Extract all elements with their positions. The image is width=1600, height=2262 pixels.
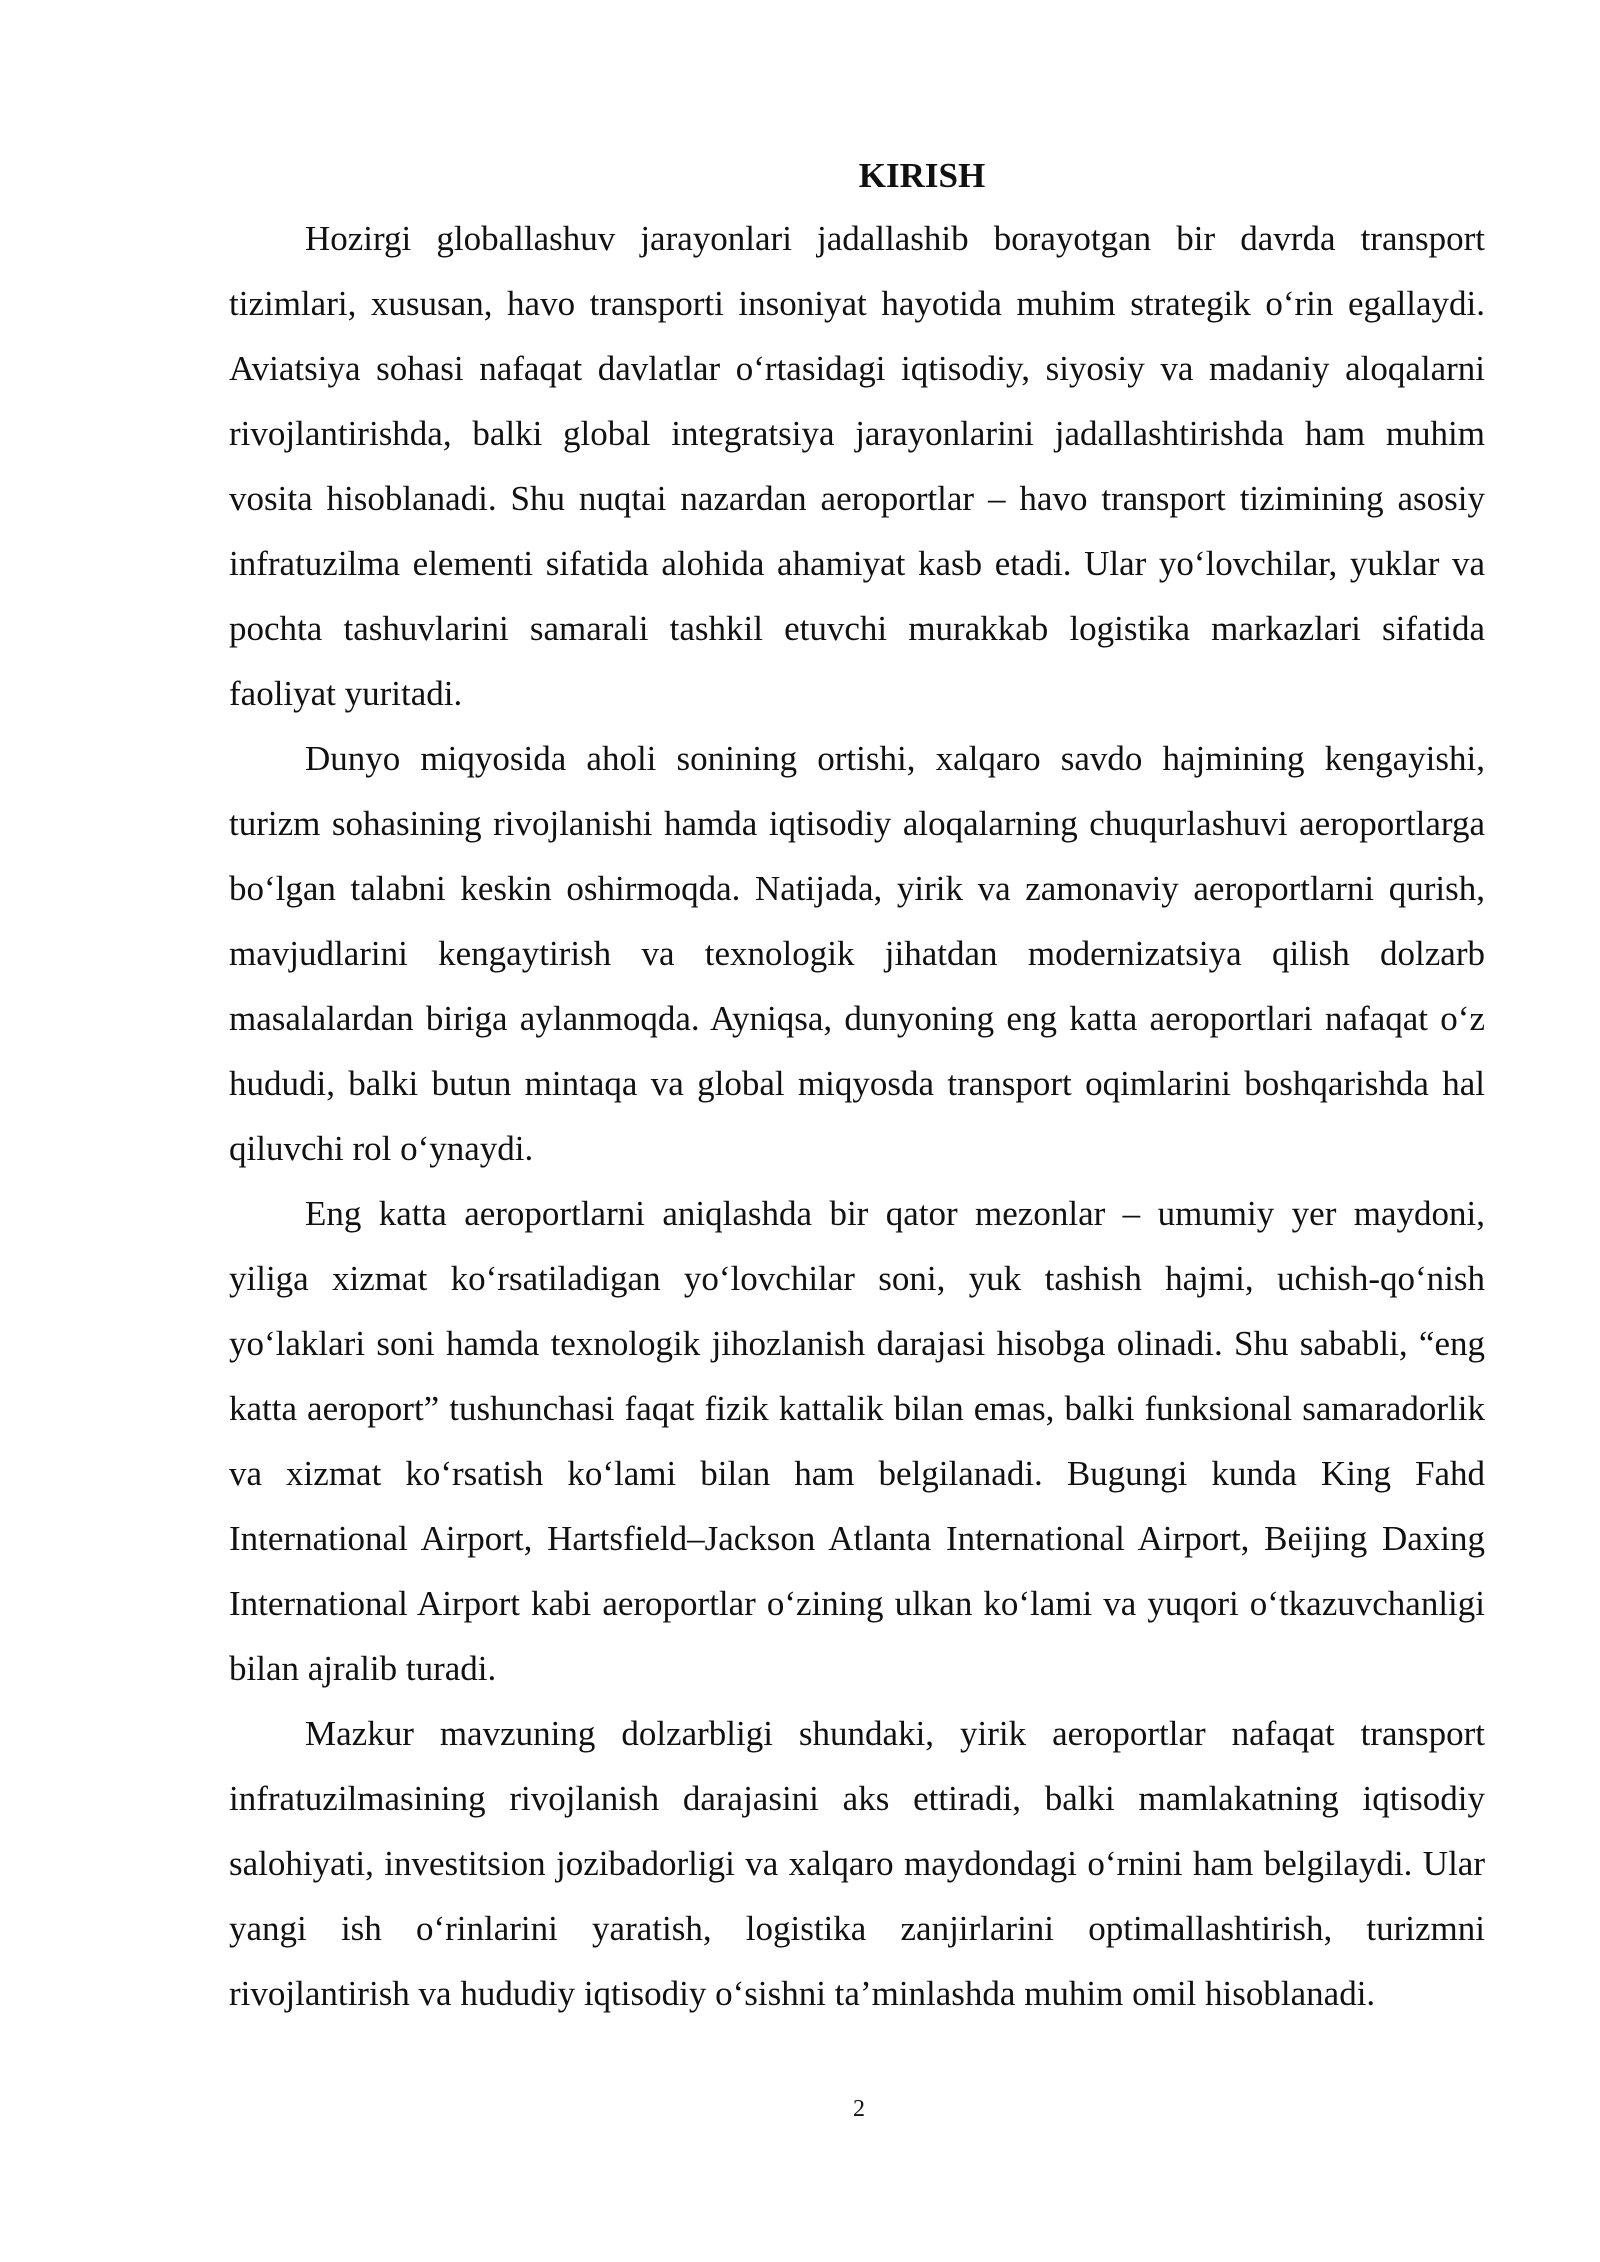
paragraph-4: Mazkur mavzuning dolzarbligi shundaki, yirik aeroportlar nafaqat transport infratuzilmasining rivojlanish darajasini aks ettiradi, balki mamlakatning iqtisodiy salohiyati, investitsion jozibadorligi va xalqaro maydondagi o‘rnini ham belgilaydi. Ular yangi ish o‘rinlarini yaratish, logistika zanjirlarini optimallashtirish, turizmni rivojlantirish va hududiy iqtisodiy o‘sishni ta’minlashda muhim omil hisoblanadi. <box>229 1714 1485 2013</box>
section-heading: KIRISH <box>858 156 986 195</box>
paragraph-2: Dunyo miqyosida aholi sonining ortishi, xalqaro savdo hajmining kengayishi, turizm sohasining rivojlanishi hamda iqtisodiy aloqalarning chuqurlashuvi aeroportlarga bo‘lgan talabni keskin oshirmoqda. Natijada, yirik va zamonaviy aeroportlarni qurish, mavjudlarini kengaytirish va texnologik jihatdan modernizatsiya qilish dolzarb masalalardan biriga aylanmoqda. Ayniqsa, dunyoning eng katta aeroportlari nafaqat o‘z hududi, balki butun mintaqa va global miqyosda transport oqimlarini boshqarishda hal qiluvchi rol o‘ynaydi. <box>229 739 1485 1168</box>
paragraph-1: Hozirgi globallashuv jarayonlari jadallashib borayotgan bir davrda transport tizimlari, xususan, havo transporti insoniyat hayotida muhim strategik o‘rin egallaydi. Aviatsiya sohasi nafaqat davlatlar o‘rtasidagi iqtisodiy, siyosiy va madaniy aloqalarni rivojlantirishda, balki global integratsiya jarayonlarini jadallashtirishda ham muhim vosita hisoblanadi. Shu nuqtai nazardan aeroportlar – havo transport tizimining asosiy infratuzilma elementi sifatida alohida ahamiyat kasb etadi. Ular yo‘lovchilar, yuklar va pochta tashuvlarini samarali tashkil etuvchi murakkab logistika markazlari sifatida faoliyat yuritadi. <box>229 219 1485 713</box>
page-content <box>229 146 1485 2026</box>
paragraph-3: Eng katta aeroportlarni aniqlashda bir qator mezonlar – umumiy yer maydoni, yiliga xizmat ko‘rsatiladigan yo‘lovchilar soni, yuk tashish hajmi, uchish-qo‘nish yo‘laklari soni hamda texnologik jihozlanish darajasi hisobga olinadi. Shu sababli, “eng katta aeroport” tushunchasi faqat fizik kattalik bilan emas, balki funksional samaradorlik va xizmat ko‘rsatish ko‘lami bilan ham belgilanadi. Bugungi kunda King Fahd International Airport, Hartsfield–Jackson Atlanta International Airport, Beijing Daxing International Airport kabi aeroportlar o‘zining ulkan ko‘lami va yuqori o‘tkazuvchanligi bilan ajralib turadi. <box>229 1194 1485 1688</box>
page-number: 2 <box>853 2096 865 2122</box>
